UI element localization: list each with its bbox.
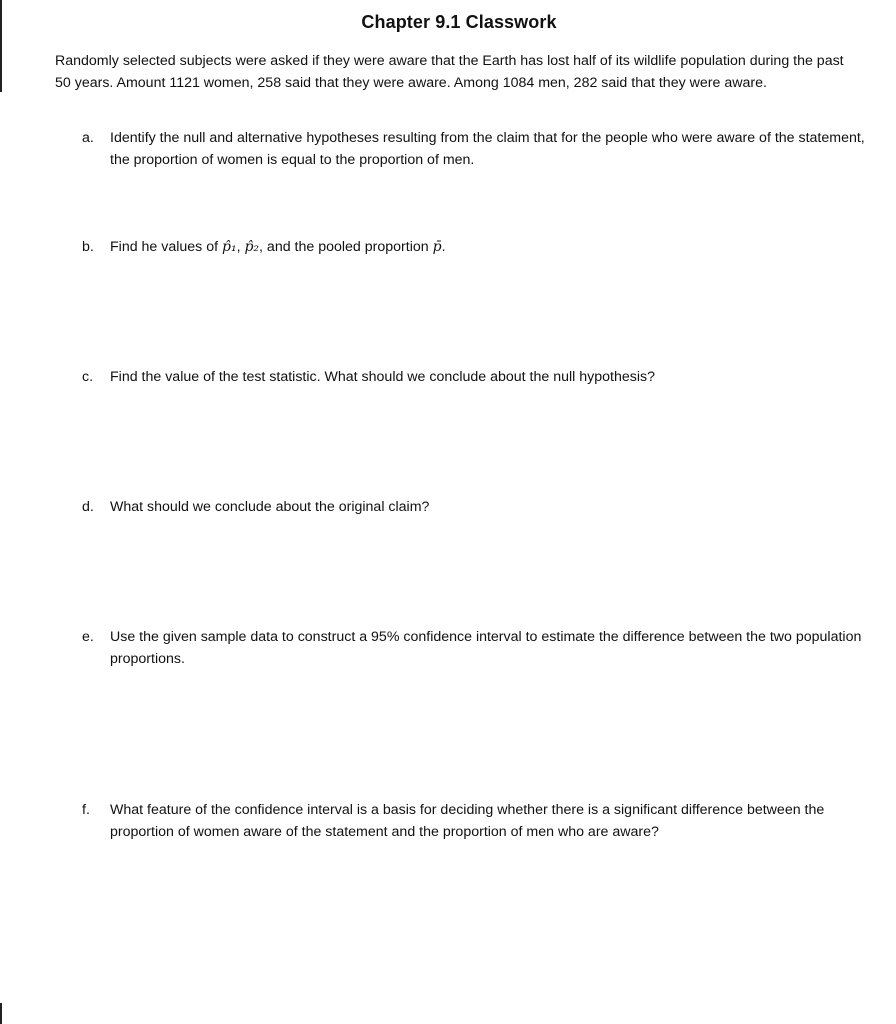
question-letter: e. [82,629,94,645]
question-text-end: . [441,239,446,255]
question-text-start: Find he values of [110,239,222,255]
intro-paragraph: Randomly selected subjects were asked if they were aware that the Earth has lost half of its wildlife population during the past 50 years. Amount 1121 women, 258 said that they were aware. Among 1084 men, 282 said that they were aware. [55,53,844,91]
question-e [82,626,868,670]
question-f [82,799,868,843]
question-d [82,496,868,518]
question-letter: f. [82,802,90,818]
page-edge-line-bottom [0,1003,2,1024]
math-p-bar: p̄ [432,239,442,255]
math-separator: , [236,239,245,255]
question-letter: a. [82,130,94,146]
question-letter: d. [82,499,94,515]
question-letter: c. [82,369,94,385]
question-b [82,236,868,258]
page-title: Chapter 9.1 Classwork [361,12,557,32]
question-letter: b. [82,239,94,255]
question-a [82,127,868,171]
math-p-hat-2: p̂₂ [244,239,260,255]
question-text-middle: , and the pooled proportion [259,239,433,255]
question-text: Identify the null and alternative hypotheses resulting from the claim that for the people who were aware of the statement, the proportion of women is equal to the proportion of men. [110,130,865,168]
question-text: Find the value of the test statistic. What should we conclude about the null hypothesis? [110,369,655,385]
question-text: What feature of the confidence interval is a basis for deciding whether there is a significant difference between the proportion of women aware of the statement and the proportion of men who are aware? [110,802,825,840]
question-text [110,236,868,258]
math-p-hat-1: p̂₁ [222,239,237,255]
question-text: What should we conclude about the original claim? [110,499,430,515]
question-text: Use the given sample data to construct a 95% confidence interval to estimate the difference between the two population proportions. [110,629,862,667]
question-c [82,366,868,388]
